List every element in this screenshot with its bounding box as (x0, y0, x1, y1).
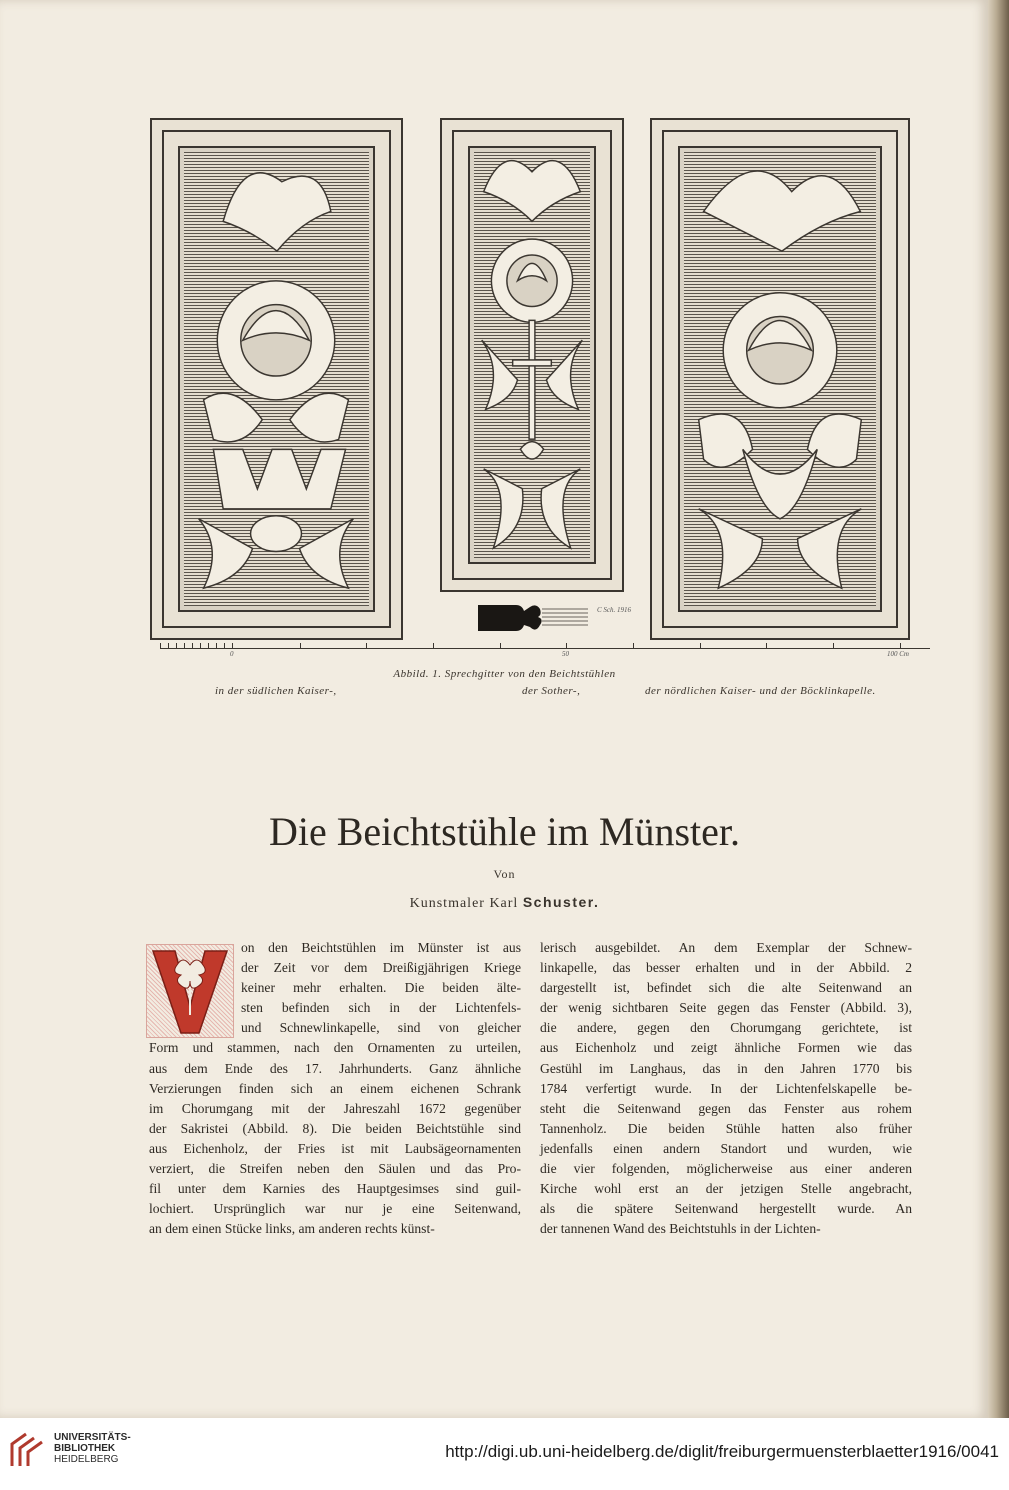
author-prefix: Kunstmaler Karl (409, 896, 519, 911)
library-name (54, 1432, 131, 1465)
body-line: dargestellt ist, befindet sich die alte Seitenwand an (540, 980, 912, 996)
carved-panel-left (150, 118, 403, 640)
body-line: an dem einen Stücke links, am anderen rechts künst- (149, 1221, 435, 1237)
body-line: linkapelle, das besser erhalten und in der Abbild. 2 (540, 960, 912, 976)
body-line: der Sakristei (Abbild. 8). Die beiden Beichtstühle sind (149, 1120, 521, 1136)
source-url-link[interactable]: http://digi.ub.uni-heidelberg.de/diglit/freiburgermuensterblaetter1916/0041 (445, 1442, 999, 1461)
body-line: die vier folgenden, möglicherweise aus einer anderen (540, 1161, 912, 1177)
body-line: die andere, gegen den Chorumgang gerichtete, ist (540, 1020, 912, 1036)
body-line: jedenfalls einen andern Standort und wurden, wie (540, 1140, 912, 1156)
body-line: als die spätere Seitenwand hergestellt wurde. An (540, 1201, 912, 1217)
text-column-left (149, 938, 521, 1239)
body-line: Form und stammen, nach den Ornamenten zu urteilen, (149, 1040, 521, 1056)
body-line: fil unter dem Karnies des Hauptgesimses sind guil- (149, 1181, 521, 1197)
library-line-1: UNIVERSITÄTS- (54, 1432, 131, 1443)
body-line: lerisch ausgebildet. An dem Exemplar der Schnew- (540, 940, 912, 955)
caption-right: der nördlichen Kaiser- und der Böcklinkapelle. (645, 685, 876, 697)
text-column-right (540, 938, 912, 1239)
body-line: der tannenen Wand des Beichtstuhls in der Lichten- (540, 1221, 821, 1237)
body-line: Verzierungen finden sich an einem eichenen Schrank (149, 1080, 521, 1096)
body-line: steht die Seitenwand gegen das Fenster aus rohem (540, 1100, 912, 1116)
library-line-2: BIBLIOTHEK (54, 1443, 116, 1454)
library-line-3: HEIDELBERG (54, 1454, 119, 1465)
body-line: aus dem Ende des 17. Jahrhunderts. Ganz ähnliche (149, 1060, 521, 1076)
body-line: im Chorumgang mit der Jahreszahl 1672 gegenüber (149, 1100, 521, 1116)
body-line: der wenig sichtbaren Seite gegen das Fenster (Abbild. 3), (540, 1000, 912, 1016)
library-logo-icon (8, 1430, 48, 1470)
scale-bar (160, 648, 930, 649)
body-line: und Schnewlinkapelle, sind von gleicher (241, 1020, 521, 1036)
scale-label-0: 0 (230, 650, 234, 658)
body-line: Kirche wohl erst an der jetzigen Stelle angebracht, (540, 1181, 912, 1197)
body-line: verziert, die Streifen neben den Säulen und das Pro- (149, 1161, 521, 1177)
article-title: Die Beichtstühle im Münster. (268, 809, 741, 854)
caption-left: in der südlichen Kaiser-, (215, 685, 337, 697)
body-line: sten befinden sich in der Lichtenfels- (241, 1000, 521, 1016)
body-line: 1784 verfertigt wurde. In der Lichtenfelskapelle be- (540, 1080, 912, 1096)
profile-drawing (478, 603, 588, 633)
artist-signature: C Sch. 1916 (597, 606, 632, 614)
body-line: der Zeit vor dem Dreißigjährigen Kriege (241, 960, 521, 976)
scale-label-100: 100 Cm (887, 650, 909, 658)
page-edge (988, 0, 1009, 1418)
byline-von: Von (493, 867, 516, 881)
body-line: Tannenholz. Die beiden Stühle hatten also früher (540, 1120, 912, 1136)
author-byline (0, 894, 1009, 912)
carved-panel-middle (440, 118, 624, 592)
body-line: aus Eichenholz und zeigt ähnliche Formen wie das (540, 1040, 912, 1056)
caption-middle: der Sother-, (522, 685, 581, 697)
body-line: on den Beichtstühlen im Münster ist aus (241, 940, 521, 955)
figure-caption: Abbild. 1. Sprechgitter von den Beichtstühlen (393, 668, 616, 680)
author-name: Schuster. (522, 894, 600, 910)
carved-panel-right (650, 118, 910, 640)
body-line: Gestühl im Langhaus, das in den Jahren 1770 bis (540, 1060, 912, 1076)
body-line: aus Eichenholz, der Fries ist mit Laubsägeornamenten (149, 1140, 521, 1156)
body-line: keiner mehr erhalten. Die beiden älte- (241, 980, 521, 996)
scale-label-50: 50 (562, 650, 569, 658)
body-line: lochiert. Ursprünglich war nur je eine Seitenwand, (149, 1201, 521, 1217)
